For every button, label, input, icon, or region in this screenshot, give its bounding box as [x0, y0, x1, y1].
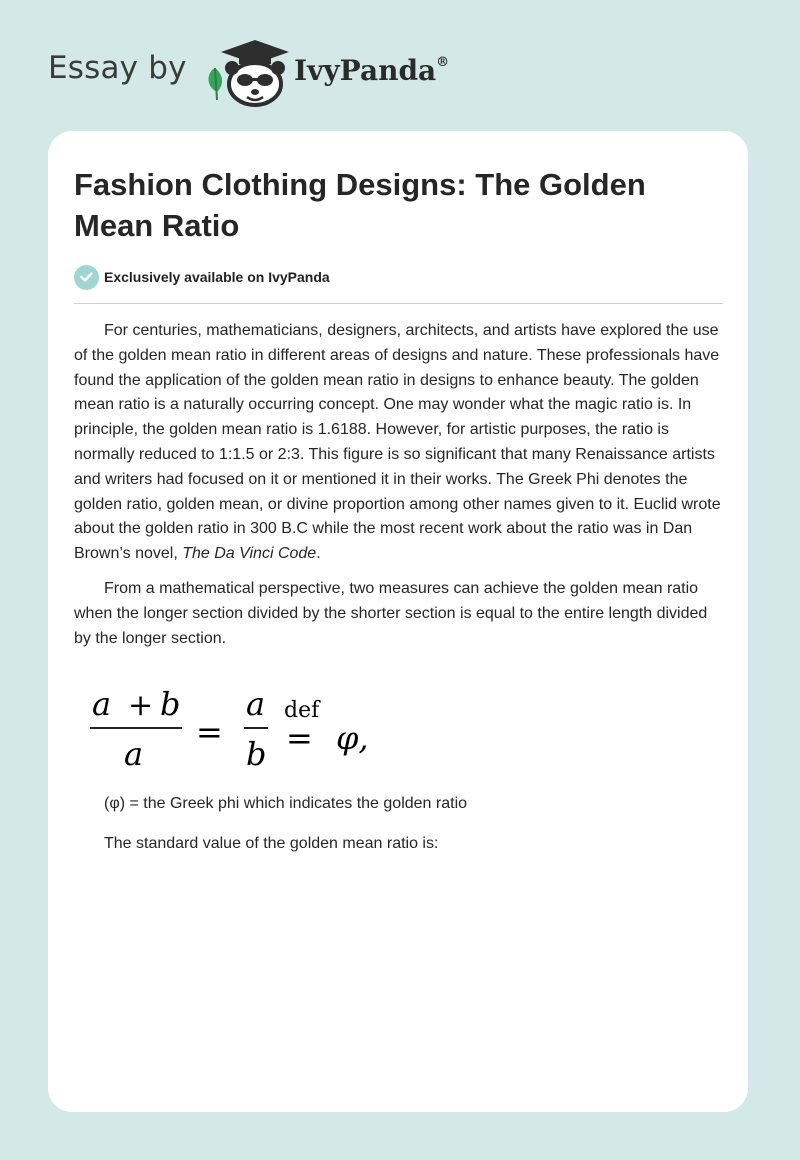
paragraph-intro-text: For centuries, mathematicians, designers, architects, and artists have explored the use of the golden mean ratio in different areas of designs and nature. These professionals have found the application of the golden mean ratio in designs to enhance beauty. The golden mean ratio is a naturally occurring concept. One may wonder what the magic ratio is. In principle, the golden mean ratio is 1.6188. However, for artistic purposes, the ratio is normally reduced to 1:1.5 or 2:3. This figure is so significant that many Renaissance artists and writers had focused on it or mentioned it in their works. The Greek Phi denotes the golden ratio, golden mean, or divine proportion among other names given to it. Euclid wrote about the golden ratio in 300 B.C while the most recent work about the ratio was in Dan Brown’s novel,: [74, 322, 721, 563]
formula-den-a: a: [124, 735, 144, 774]
formula-equals-def: =: [286, 719, 313, 758]
book-title: The Da Vinci Code: [182, 545, 317, 563]
article-body: [74, 319, 726, 872]
fraction-bar-2: [244, 727, 268, 729]
paragraph-intro-end: .: [316, 545, 321, 563]
essay-card: [48, 131, 748, 1112]
formula-equals: =: [196, 713, 223, 752]
formula-num-a: a: [92, 685, 112, 724]
divider: [74, 303, 723, 304]
essay-by-label: Essay by: [48, 50, 187, 86]
formula-num-b: b: [160, 685, 181, 724]
standard-value-text: The standard value of the golden mean ratio is:: [104, 835, 439, 853]
registered-mark: ®: [436, 54, 450, 70]
formula-frac2-num: a: [246, 685, 266, 724]
golden-ratio-formula: [88, 675, 408, 787]
fraction-bar-1: [90, 727, 182, 729]
formula-plus: +: [128, 688, 154, 724]
brand-text: IvyPanda: [294, 54, 437, 87]
check-icon: [74, 265, 99, 290]
paragraph-math: From a mathematical perspective, two measures can achieve the golden mean ratio when the longer section divided by the shorter section is equal to the entire length divided by the longer section.: [74, 579, 708, 647]
panda-logo-icon[interactable]: [203, 34, 293, 108]
page-title: Fashion Clothing Designs: The Golden Mean Ratio: [74, 167, 646, 243]
site-header: [48, 30, 748, 110]
formula-def: def: [284, 698, 320, 724]
exclusive-text: Exclusively available on IvyPanda: [104, 269, 330, 285]
formula-phi: φ,: [336, 719, 369, 758]
exclusive-badge: [74, 264, 330, 290]
phi-note: (φ) = the Greek phi which indicates the golden ratio: [104, 795, 468, 813]
brand-name[interactable]: [294, 54, 449, 87]
formula-frac2-den: b: [246, 735, 267, 774]
paragraph-intro: [74, 319, 726, 567]
